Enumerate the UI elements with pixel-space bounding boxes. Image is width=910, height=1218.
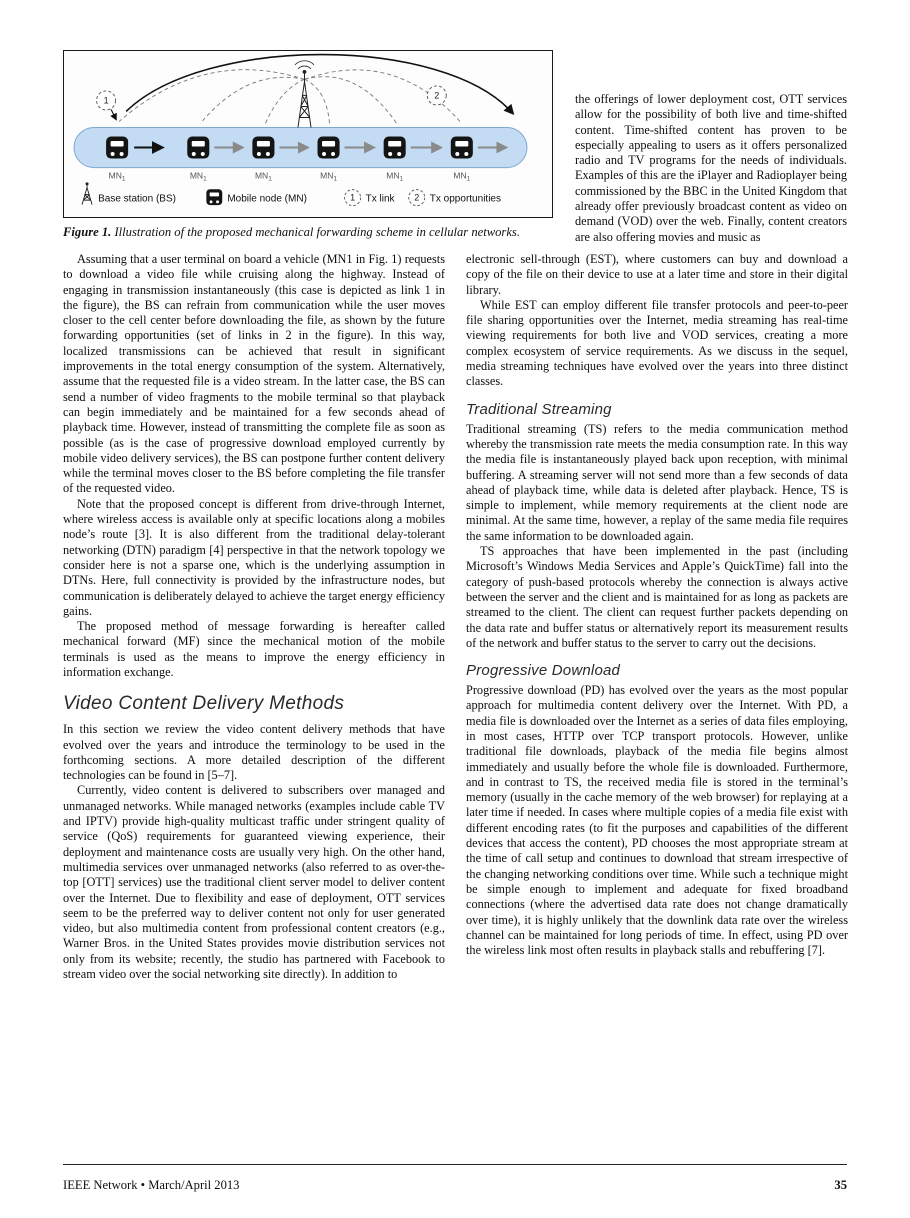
svg-text:1: 1 xyxy=(350,192,356,203)
mobile-node-icon xyxy=(187,137,209,159)
figure-caption-label: Figure 1. xyxy=(63,225,112,239)
right-column xyxy=(466,252,848,982)
mobile-node-legend-icon xyxy=(206,189,222,205)
movement-arc xyxy=(126,55,513,114)
paragraph: Currently, video content is delivered to subscribers over managed and unmanaged networks. While managed networks (examples include cable TV and IPTV) provide high-quality multicast traffic under stringent quality of service (QoS) requirements for guaranteed viewing experience, their deployment and maintenance costs are usually very high. On the other hand, multimedia services over unmanaged networks (also referred to as over-the-top [OTT] services) use the traditional client server model to deliver content over the Internet. Due to flexibility and ease of deployment, OTT services seem to be the preferred way to deliver content not only for user generated video, but also multimedia content from professional content creators (e.g., Warner Bros. in the United States provides movie distribution services not only from its website; recently, the studio has partnered with Facebook to stream video over the social networking site directly). In addition to xyxy=(63,783,445,982)
legend-base-station-label: Base station (BS) xyxy=(98,193,177,205)
figure-1-image xyxy=(63,50,553,218)
paragraph: The proposed method of message forwarding is hereafter called mechanical forward (MF) since the mechanical motion of the mobile terminals is used as the means to improve the energy efficiency in information exchange. xyxy=(63,619,445,679)
base-station-legend-icon xyxy=(82,183,92,205)
legend-mobile-node-label: Mobile node (MN) xyxy=(227,193,307,205)
two-column-body xyxy=(63,252,847,982)
mobile-node-icon xyxy=(106,137,128,159)
section-heading-video-content-delivery: Video Content Delivery Methods xyxy=(63,693,345,715)
paragraph: Progressive download (PD) has evolved over the years as the most popular approach for multimedia content delivery over the Internet. With PD, a media file is downloaded over the Internet as a series of data files employing, in most cases, HTTP over TCP transport protocols. However, unlike traditional file downloads, playback of the media file begins almost immediately and usually before the whole file is downloaded. Furthermore, and in contrast to TS, the received media file is stored in the terminal’s memory (usually in the cache memory of the web browser) for replaying at a later time if needed. In cases where multiple copies of a media file exist with different encoding rates (to fit the purposes and capabilities of the different devices that access the content), PD chooses the most appropriate stream at the time of call setup and continues to download that stream irrespective of the changing networking conditions over time. While such a technique might be simple enough to implement and adequate for fixed broadband connections (where the advertised data rate does not change dramatically over time), it is highly unlikely that the downlink data rate over the wireless channel can be maintained for long periods of time. In effect, using PD over the wireless link most often results in playback stalls and rebuffering [7]. xyxy=(466,683,848,958)
svg-text:2: 2 xyxy=(434,90,440,101)
base-station-icon xyxy=(295,61,314,128)
tx-link-marker-1 xyxy=(97,91,117,120)
node-label: $MN_1$ xyxy=(189,170,207,183)
paragraph: Note that the proposed concept is different from drive-through Internet, where wireless access is available only at specific locations along a mobiles node’s route [3]. It is also different from the traditional delay-tolerant networking (DTN) paradigm [4] perspective in that the network topology we consider here is not a sparse one, which is the underlying assumption in DTNs. Here, full connectivity is provided by the infrastructure nodes, but communication is deliberately delayed to achieve the target energy efficiency gains. xyxy=(63,496,445,618)
page-number: 35 xyxy=(834,1178,847,1192)
section-heading-traditional-streaming: Traditional Streaming xyxy=(466,400,612,418)
node-label: $MN_1$ xyxy=(108,170,126,183)
paragraph: electronic sell-through (EST), where customers can buy and download a copy of the file on their device to use at a later time and store in their digital library. xyxy=(466,251,848,297)
node-label: $MN_1$ xyxy=(254,170,272,183)
node-label: $MN_1$ xyxy=(453,170,471,183)
mobile-node-icon xyxy=(384,137,406,159)
right-column-narrow xyxy=(575,50,847,245)
paragraph: the offerings of lower deployment cost, OTT services allow for the possibility of both live and time-shifted content. Time-shifted content has proven to be especially appealing to users as it offers personalized radio and TV programs for the needs of individuals. Examples of this are the iPlayer and Radioplayer being commissioned by the BBC in the United Kingdom that already offer previously broadcast content as video on demand (VOD) over the web. Finally, content creators are also offering movies and music as xyxy=(575,92,847,244)
paragraph: Traditional streaming (TS) refers to the media communication method whereby the transmission rate meets the media consumption rate. In this way the media file is instantaneously played back upon reception, with minimal buffering. A streaming server will not send more than a few seconds of data ahead of playback time, while data is deleted after playback. Hence, TS is simple to implement, while memory requirements at the client node are minimal. At the same time, however, a replay of the same media file requires the same information to be downloaded again. xyxy=(466,421,848,543)
figure-1 xyxy=(63,50,555,245)
left-column xyxy=(63,252,445,982)
legend-tx-opportunities-label: Tx opportunities xyxy=(429,193,502,205)
tx-opportunities-marker-2 xyxy=(427,86,446,105)
paragraph: While EST can employ different file transfer protocols and peer-to-peer file sharing opportunities over the Internet, media streaming has real-time viewing requirements for both live and VOD services, creating a more complex ecosystem of service requirements. As we discuss in the sequel, media streaming techniques have evolved over the years into three distinct classes. xyxy=(466,297,848,389)
forwarding-scheme-diagram xyxy=(64,51,551,216)
node-label: $MN_1$ xyxy=(386,170,404,183)
section-heading-progressive-download: Progressive Download xyxy=(466,662,621,680)
paragraph: TS approaches that have been implemented in the past (including Microsoft’s Windows Media Services and Apple’s QuickTime) fall into the category of push-based protocols whereby the connection is always active between the server and the client and is maintained for as long as packets are streamed to the client. The client can request further packets depending on the data rate and buffer status or alternatively report its measurement results of the network and buffer status to the server to carry out the decisions. xyxy=(466,544,848,650)
figure-caption-text: Illustration of the proposed mechanical forwarding scheme in cellular networks. xyxy=(114,225,520,239)
mobile-node-icon xyxy=(252,137,274,159)
tx-dashed-links xyxy=(119,70,462,124)
top-section xyxy=(63,50,847,245)
mobile-node-icon xyxy=(451,137,473,159)
figure-legend xyxy=(82,183,501,206)
svg-text:2: 2 xyxy=(414,192,420,203)
figure-caption xyxy=(63,225,555,240)
paragraph: Assuming that a user terminal on board a vehicle (MN1 in Fig. 1) requests to download a video file while cruising along the highway. Instead of engaging in transmission instantaneously (this case is depicted as link 1 in the figure), the BS can refrain from communication while the user moves closer to the cell center before downloading the file, as shown by the future forwarding opportunities (set of links in 2 in the figure). In this way, localized transmissions can be achieved that result in significant improvements in the total energy consumption of the system. Alternatively, assume that the requested file is a video stream. In the latter case, the BS can send a number of video fragments to the mobile terminal so that playback can begin immediately and be maintained for a few seconds ahead of playback time. However, instead of transmitting the complete file as soon as possible (as is the case of progressive download employed currently by mobile video delivery services), the BS can postpone further content delivery while the terminal moves closer to the BS before completing the file transfer of the requested video. xyxy=(63,251,445,496)
svg-text:1: 1 xyxy=(103,95,109,106)
journal-info: IEEE Network • March/April 2013 xyxy=(63,1178,240,1192)
page-footer xyxy=(63,1164,847,1193)
mobile-node-icon xyxy=(318,137,340,159)
paragraph: In this section we review the video content delivery methods that have evolved over the years and introduce the terminology to be used in the forthcoming sections. A more detailed description of the different technologies can be found in [5–7]. xyxy=(63,722,445,783)
node-label: $MN_1$ xyxy=(320,170,337,183)
legend-tx-link-label: Tx link xyxy=(365,193,395,205)
